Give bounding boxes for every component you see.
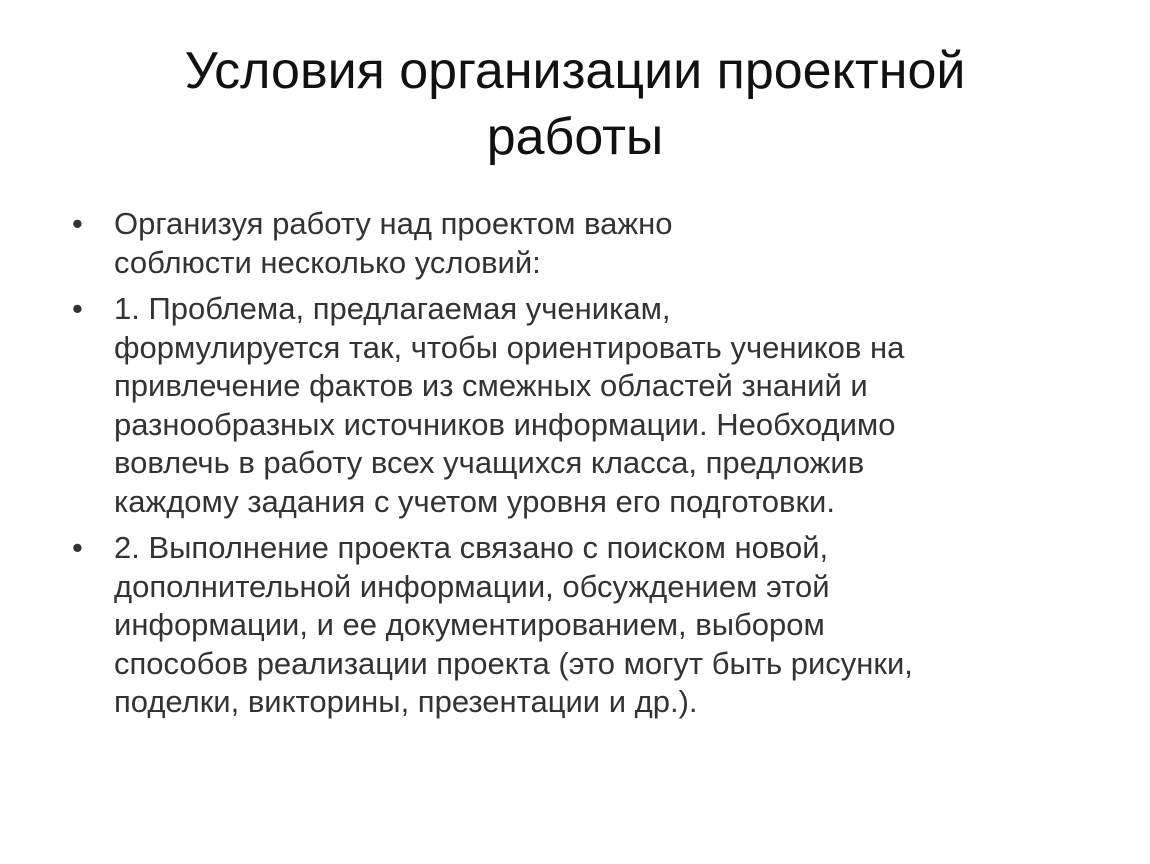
bullet-list bbox=[70, 205, 1090, 730]
bullet-item-condition-1 bbox=[70, 290, 1090, 521]
bullet-text-line: привлечение фактов из смежных областей знаний и bbox=[114, 368, 868, 403]
bullet-text-line: дополнительной информации, обсуждением этой bbox=[114, 568, 830, 604]
bullet-text-line: поделки, викторины, презентации и др.). bbox=[114, 684, 698, 719]
bullet-item-conditions-intro bbox=[70, 205, 1090, 282]
bullet-item-condition-2 bbox=[70, 529, 1090, 722]
slide-title bbox=[60, 38, 1090, 170]
bullet-icon: • bbox=[72, 206, 83, 241]
bullet-text-line: Организуя работу над проектом важно bbox=[114, 206, 673, 241]
bullet-text-line: способов реализации проекта (это могут быть рисунки, bbox=[114, 645, 913, 681]
bullet-text-line: информации, и ее документированием, выбором bbox=[114, 607, 825, 642]
bullet-text-line: каждому задания с учетом уровня его подготовки. bbox=[114, 483, 835, 519]
bullet-text-line: формулируется так, чтобы ориентировать учеников на bbox=[114, 329, 905, 365]
bullet-icon: • bbox=[72, 530, 83, 565]
bullet-text-line: 1. Проблема, предлагаемая ученикам, bbox=[114, 291, 671, 326]
bullet-text-line: вовлечь в работу всех учащихся класса, предложив bbox=[114, 445, 865, 480]
bullet-icon: • bbox=[72, 291, 83, 326]
bullet-text-line: 2. Выполнение проекта связано с поиском новой, bbox=[114, 530, 829, 565]
slide-title-line: Условия организации проектной bbox=[184, 42, 966, 100]
bullet-text-line: разнообразных источников информации. Необходимо bbox=[114, 406, 896, 442]
bullet-text-line: соблюсти несколько условий: bbox=[114, 244, 541, 280]
slide-title-line: работы bbox=[486, 108, 664, 166]
